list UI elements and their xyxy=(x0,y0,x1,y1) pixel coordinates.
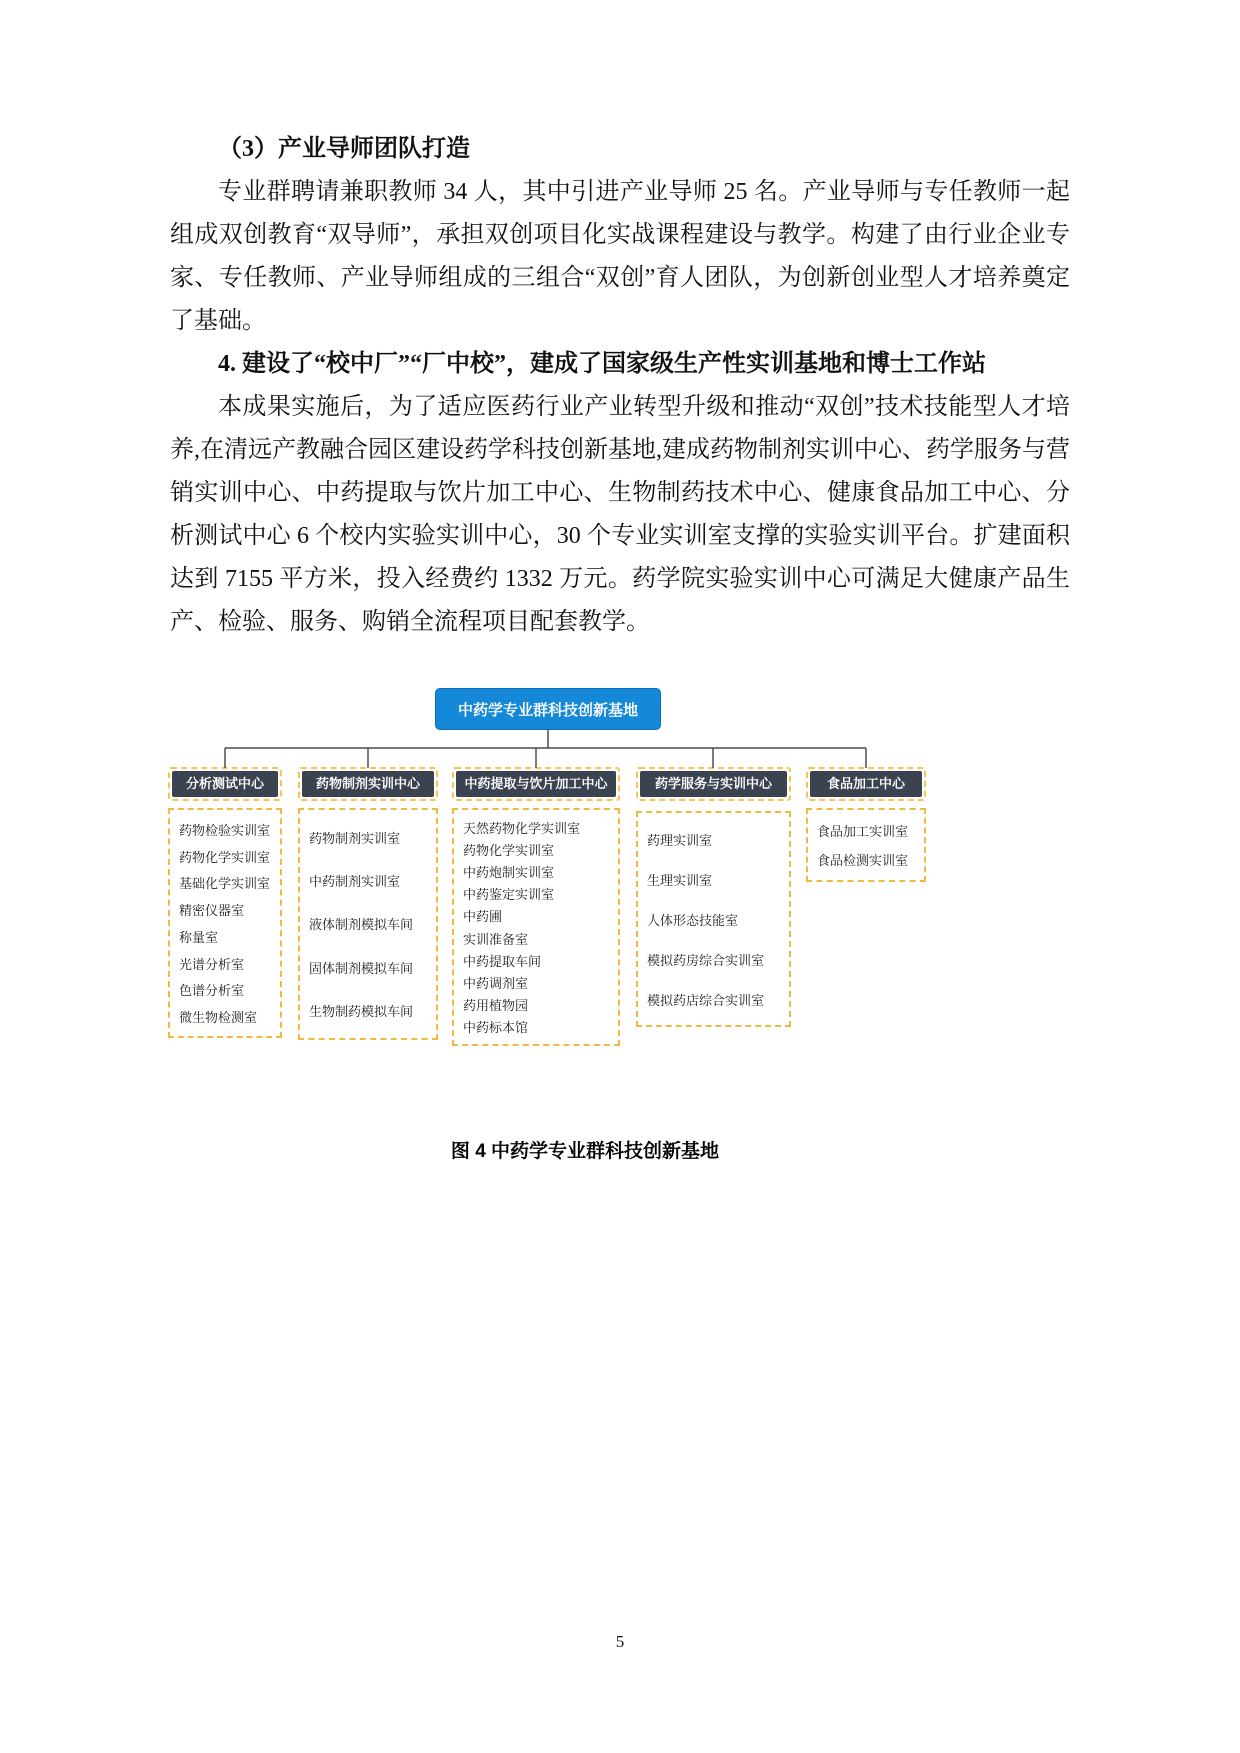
page-number: 5 xyxy=(615,1632,625,1651)
room-item: 中药炮制实训室 xyxy=(463,864,555,880)
figure-caption: 图 4 中药学专业群科技创新基地 xyxy=(450,1141,720,1162)
room-item: 食品检测实训室 xyxy=(817,853,909,868)
center-header-label: 分析测试中心 xyxy=(172,771,278,797)
room-item: 生物制药模拟车间 xyxy=(309,1003,414,1019)
room-item: 液体制剂模拟车间 xyxy=(309,917,414,933)
room-item: 精密仪器室 xyxy=(179,903,245,919)
room-item: 药物化学实训室 xyxy=(179,849,271,865)
section3-paragraph: 专业群聘请兼职教师 34 人，其中引进产业导师 25 名。产业导师与专任教师一起组成双创教育“双导师”，承担双创项目化实战课程建设与教学。构建了由行业企业专家、专任教师、产业导师组成的三组合“双创”育人团队，为创新创业型人才培养奠定了基础。 xyxy=(170,179,1070,334)
room-item: 生理实训室 xyxy=(647,872,713,888)
room-item: 模拟药房综合实训室 xyxy=(647,952,765,968)
center-room-list xyxy=(298,808,438,1040)
diagram-column xyxy=(452,767,620,1046)
room-item: 人体形态技能室 xyxy=(647,912,739,928)
room-item: 微生物检测室 xyxy=(179,1010,258,1026)
room-item: 中药圃 xyxy=(463,909,503,925)
center-room-list xyxy=(452,808,620,1046)
section3-heading: （3）产业导师团队打造 xyxy=(218,136,470,162)
room-item: 药物检验实训室 xyxy=(179,822,271,838)
center-header-label: 药学服务与实训中心 xyxy=(640,771,787,797)
room-item: 实训准备室 xyxy=(463,931,529,947)
room-item: 药物制剂实训室 xyxy=(309,831,401,847)
section4-heading: 4. 建设了“校中厂”“厂中校”，建成了国家级生产性实训基地和博士工作站 xyxy=(218,351,986,377)
center-room-list xyxy=(168,808,282,1038)
room-item: 光谱分析室 xyxy=(179,956,245,972)
room-item: 色谱分析室 xyxy=(179,983,245,999)
center-header-label: 中药提取与饮片加工中心 xyxy=(456,771,616,797)
center-header-label: 药物制剂实训中心 xyxy=(302,771,434,797)
diagram-column xyxy=(806,767,926,882)
center-header-label: 食品加工中心 xyxy=(810,771,922,797)
room-item: 固体制剂模拟车间 xyxy=(309,960,414,976)
room-item: 称量室 xyxy=(179,929,219,945)
room-item: 天然药物化学实训室 xyxy=(463,820,581,836)
diagram-column xyxy=(636,767,791,1027)
room-item: 基础化学实训室 xyxy=(179,876,271,892)
room-item: 中药鉴定实训室 xyxy=(463,887,555,903)
center-room-list xyxy=(806,808,926,882)
diagram-column xyxy=(168,767,282,1038)
room-item: 中药调剂室 xyxy=(463,975,529,991)
room-item: 药理实训室 xyxy=(647,832,713,848)
document-body xyxy=(170,128,1070,1163)
org-chart-figure xyxy=(168,688,930,1040)
room-item: 中药标本馆 xyxy=(463,1020,529,1036)
diagram-root-box: 中药学专业群科技创新基地 xyxy=(435,688,661,730)
room-item: 药物化学实训室 xyxy=(463,842,555,858)
section4-paragraph: 本成果实施后，为了适应医药行业产业转型升级和推动“双创”技术技能型人才培养,在清远产教融合园区建设药学科技创新基地,建成药物制剂实训中心、药学服务与营销实训中心、中药提取与饮片加工中心、生物制药技术中心、健康食品加工中心、分析测试中心 6 个校内实验实训中心，30 个专业实训室支撑的实验实训平台。扩建面积达到 7155 平方米，投入经费约 1332 万元。药学院实验实训中心可满足大健康产品生产、检验、服务、购销全流程项目配套教学。 xyxy=(170,394,1070,635)
room-item: 中药制剂实训室 xyxy=(309,874,401,890)
diagram-column xyxy=(298,767,438,1040)
center-room-list xyxy=(636,811,791,1027)
room-item: 模拟药店综合实训室 xyxy=(647,992,765,1008)
room-item: 中药提取车间 xyxy=(463,953,542,969)
room-item: 药用植物园 xyxy=(463,998,529,1014)
room-item: 食品加工实训室 xyxy=(817,824,909,839)
